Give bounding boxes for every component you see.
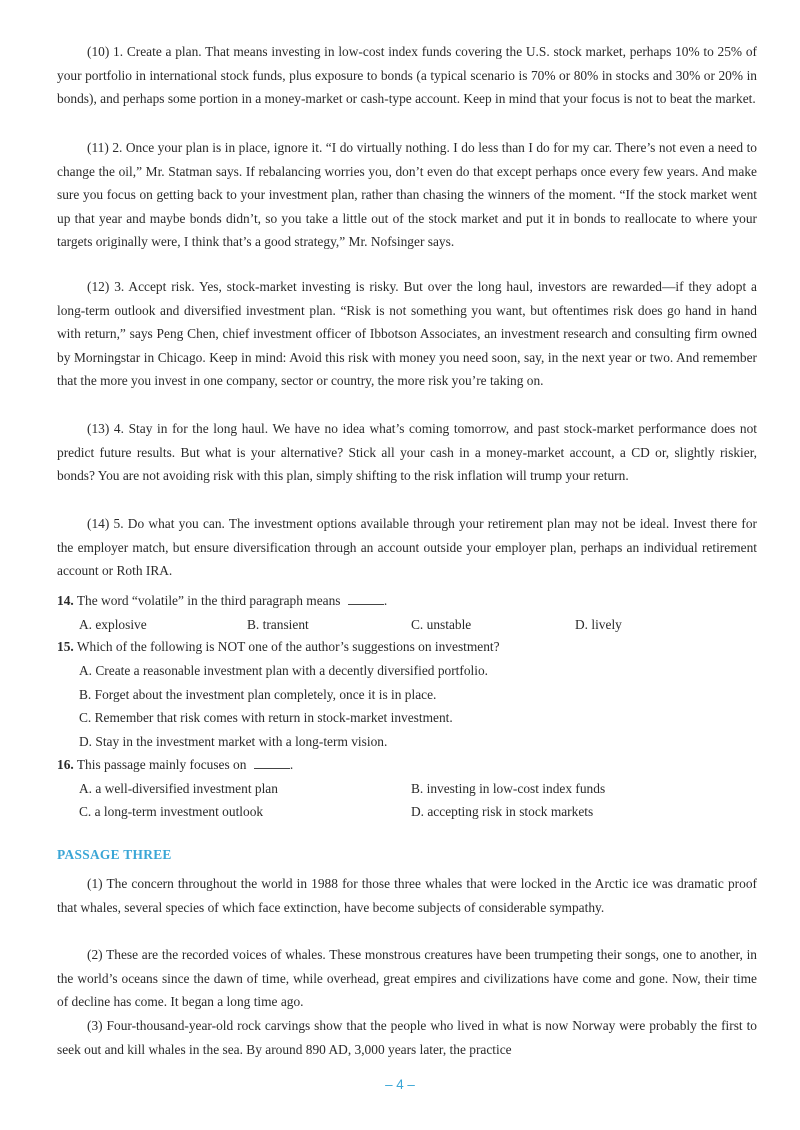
paragraph-13: (13) 4. Stay in for the long haul. We have no idea what’s coming tomorrow, and past stock-market performance does not predict future results. But what is your alternative? Stick all your cash in a money-market account, a CD or, slightly riskier, bonds? You are not avoiding risk with this plan, simply shifting to the risk inflation will trump your return. <box>57 421 757 484</box>
question-15 <box>57 637 500 657</box>
paragraph-14: (14) 5. Do what you can. The investment options available through your retirement plan may not be ideal. Invest there for the employer match, but ensure diversification through an account outside your employer plan, perhaps an individual retirement account or Roth IRA. <box>57 516 757 579</box>
paragraph-11: (11) 2. Once your plan is in place, ignore it. “I do virtually nothing. I do less than I do for my car. There’s not even a need to change the oil,” Mr. Statman says. If rebalancing worries you, don’t even do that except perhaps once every few years. And make sure you focus on getting back to your investment plan, rather than chasing the winners of the moment. “If the stock market went up that year and maybe bonds didn’t, so you take a little out of the stock market and put it in bonds to reallocate to where your targets originally were, I think that’s a good strategy,” Mr. Nofsinger says. <box>57 140 757 250</box>
passage-three-paragraph-2: (2) These are the recorded voices of whales. These monstrous creatures have been trumpeting their songs, one to another, in the world’s oceans since the dawn of time, while overhead, great empires and civilizations have come and gone. Now, their time of decline has come. It began a long time ago. <box>57 947 757 1010</box>
question-text: Which of the following is NOT one of the author’s suggestions on investment? <box>76 639 500 654</box>
answer-blank <box>348 592 384 605</box>
q15-option-d: D. Stay in the investment market with a long-term vision. <box>79 734 388 749</box>
q16-option-c: C. a long-term investment outlook <box>79 804 264 819</box>
q14-option-c: C. unstable <box>411 617 472 632</box>
q15-option-a: A. Create a reasonable investment plan with a decently diversified portfolio. <box>79 663 489 678</box>
q14-option-d: D. lively <box>575 617 622 632</box>
question-end: . <box>289 757 294 772</box>
question-number: 16. <box>57 757 74 772</box>
question-number: 15. <box>57 639 74 654</box>
paragraph-12: (12) 3. Accept risk. Yes, stock-market investing is risky. But over the long haul, investors are rewarded—if they adopt a long-term outlook and diversified investment plan. “Risk is not something you want, but oftentimes risk does go hand in hand with return,” says Peng Chen, chief investment officer of Ibbotson Associates, an investment research and consulting firm owned by Morningstar in Chicago. Keep in mind: Avoid this risk with money you need soon, say, in the next year or two. And remember that the more you invest in one company, sector or country, the more risk you’re taking on. <box>57 279 757 389</box>
question-14 <box>57 591 387 611</box>
paragraph-10: (10) 1. Create a plan. That means investing in low-cost index funds covering the U.S. stock market, perhaps 10% to 25% of your portfolio in international stock funds, plus exposure to bonds (a typical scenario is 70% or 80% in stocks and 30% or 20% in bonds), and perhaps some portion in a money-market or cash-type account. Keep in mind that your focus is not to beat the market. <box>57 44 757 107</box>
q14-option-a: A. explosive <box>79 617 147 632</box>
passage-three-paragraph-3: (3) Four-thousand-year-old rock carvings show that the people who lived in what is now Norway were probably the first to seek out and kill whales in the sea. By around 890 AD, 3,000 years later, the practice <box>57 1018 757 1057</box>
question-16 <box>57 755 293 775</box>
question-number: 14. <box>57 593 74 608</box>
question-text: This passage mainly focuses on <box>76 757 247 772</box>
q16-option-b: B. investing in low-cost index funds <box>411 781 606 796</box>
page-number: – 4 – <box>385 1077 415 1092</box>
q15-option-c: C. Remember that risk comes with return in stock-market investment. <box>79 710 453 725</box>
q16-option-d: D. accepting risk in stock markets <box>411 804 594 819</box>
answer-blank <box>254 756 290 769</box>
passage-three-heading: PASSAGE THREE <box>57 847 172 862</box>
q14-option-b: B. transient <box>247 617 309 632</box>
question-text: The word “volatile” in the third paragraph means <box>76 593 341 608</box>
passage-three-paragraph-1: (1) The concern throughout the world in 1988 for those three whales that were locked in the Arctic ice was dramatic proof that whales, several species of which face extinction, have become subjects of considerable sympathy. <box>57 876 757 915</box>
q15-option-b: B. Forget about the investment plan completely, once it is in place. <box>79 687 437 702</box>
q16-option-a: A. a well-diversified investment plan <box>79 781 278 796</box>
question-end: . <box>383 593 388 608</box>
